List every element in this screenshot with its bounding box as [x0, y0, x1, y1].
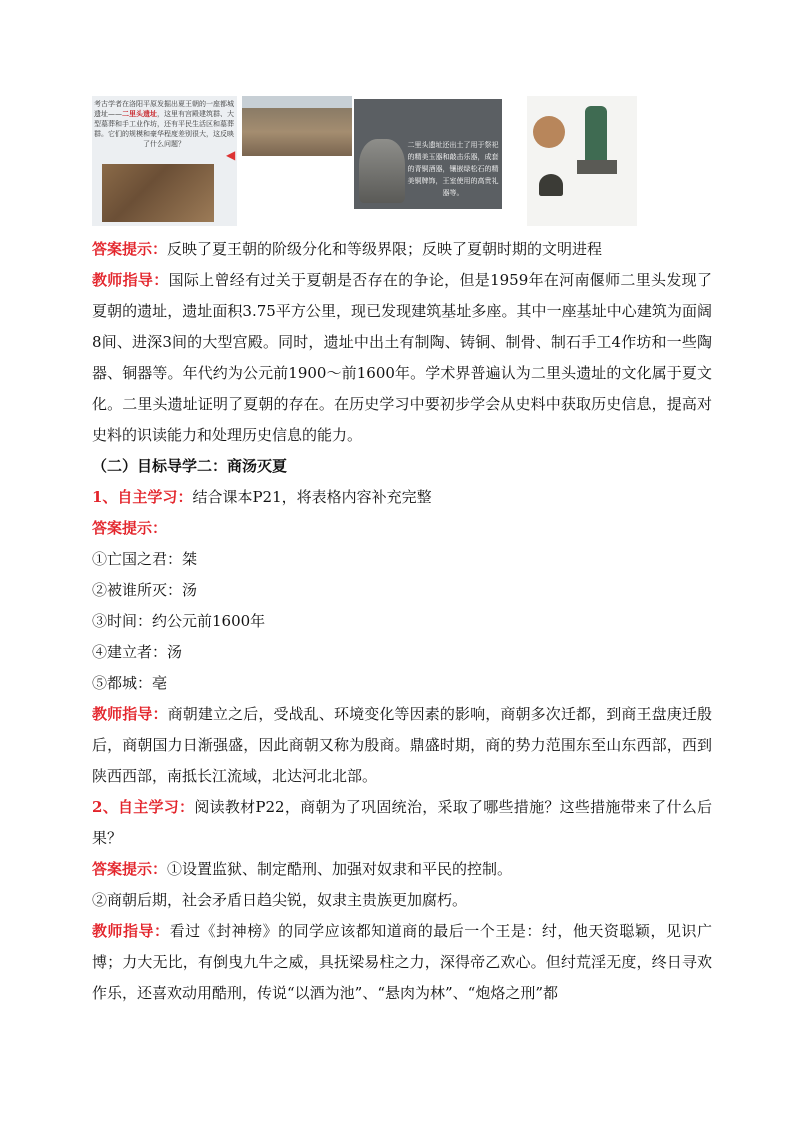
- answer-item: ①亡国之君：桀: [92, 550, 198, 568]
- answer-hint-3: 答案提示：①设置监狱、制定酷刑、加强对奴隶和平民的控制。: [92, 860, 513, 878]
- teacher-guide-3: 教师指导：看过《封神榜》的同学应该都知道商的最后一个王是：纣，他天资聪颖，见识广博；力大无比，有倒曳九牛之威，具抚梁易柱之力，深得帝乙欢心。但纣荒淫无度，终日寻欢作乐，还喜欢动用酷刑，传说“以酒为池”、“悬肉为林”、“炮烙之刑”都: [92, 922, 712, 1002]
- answer-line: ②商朝后期，社会矛盾日趋尖锐，奴隶主贵族更加腐朽。: [92, 891, 468, 909]
- answer-item: ②被谁所灭：汤: [92, 581, 198, 599]
- site-caption-panel: [92, 96, 237, 226]
- answer-hint-2: 答案提示：: [92, 519, 168, 537]
- turquoise-plaque-photo: [585, 106, 607, 166]
- arrow-icon: ◀: [226, 148, 236, 162]
- question-2: 2、自主学习：阅读教材P22，商朝为了巩固统治，采取了哪些措施？这些措施带来了什么后果？: [92, 798, 712, 847]
- bronze-caption: 二里头遗址还出土了用于祭祀的精美玉器和敲击乐器，成套的青铜酒器，镶嵌绿松石的精美铜牌饰，王室使用的高贵礼器等。: [407, 141, 499, 197]
- answer-item: ③时间：约公元前1600年: [92, 612, 266, 630]
- answer-hint-1: 答案提示：反映了夏王朝的阶级分化和等级界限；反映了夏朝时期的文明进程: [92, 240, 603, 258]
- bronze-jue-photo: [577, 160, 617, 226]
- question-1: 1、自主学习：结合课本P21，将表格内容补充完整: [92, 488, 432, 506]
- jade-disc-photo: [533, 116, 565, 148]
- answer-item: ⑤都城：亳: [92, 674, 168, 692]
- section-heading-2: （二）目标导学二：商汤灭夏: [92, 457, 288, 475]
- teacher-guide-2: 教师指导：商朝建立之后，受战乱、环境变化等因素的影响，商朝多次迁都，到商王盘庚迁殷后，商朝国力日渐强盛，因此商朝又称为殷商。鼎盛时期，商的势力范围东至山东西部，西到陕西西部，南抵长江流域，北达河北北部。: [92, 705, 712, 785]
- site-caption: 考古学者在洛阳平原发掘出夏王朝的一座都城遗址——二里头遗址，这里有宫殿建筑群、大型墓葬和手工业作坊，还有平民生活区和墓葬群。它们的规模和豪华程度差别很大，这反映了什么问题？: [94, 100, 234, 148]
- main-text: [92, 234, 712, 1009]
- answer-item: ④建立者：汤: [92, 643, 183, 661]
- tomb-photo: [102, 164, 214, 222]
- excavation-photo: [242, 96, 352, 156]
- lesson-figure: [92, 96, 637, 226]
- bronze-caption-panel: [354, 99, 502, 209]
- bronze-vessel-photo: [359, 139, 405, 203]
- artifact-photos: [527, 96, 637, 226]
- bell-photo: [539, 174, 563, 196]
- teacher-guide-1: 教师指导：国际上曾经有过关于夏朝是否存在的争论，但是1959年在河南偃师二里头发现了夏朝的遗址，遗址面积3.75平方公里，现已发现建筑基址多座。其中一座基址中心建筑为面阔8间、进深3间的大型宫殿。同时，遗址中出土有制陶、铸铜、制骨、制石手工4作坊和一些陶器、铜器等。年代约为公元前1900～前1600年。学术界普遍认为二里头遗址的文化属于夏文化。二里头遗址证明了夏朝的存在。在历史学习中要初步学会从史料中获取历史信息，提高对史料的识读能力和处理历史信息的能力。: [92, 271, 712, 444]
